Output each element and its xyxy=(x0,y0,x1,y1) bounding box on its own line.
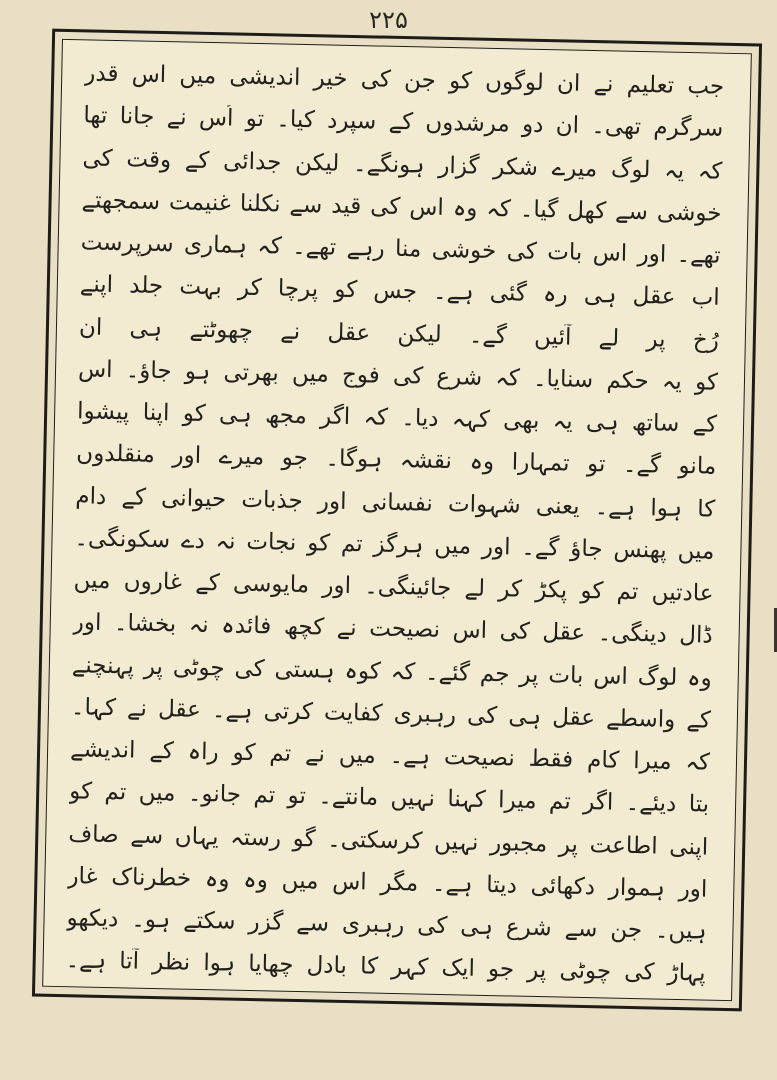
text-line: کہ یہ لوگ میرے شکر گزار ہونگے۔ لیکن جدائی کے وقت کی xyxy=(82,144,723,185)
body-text xyxy=(65,60,724,987)
text-line: ہیں۔ جن سے شرع ہی کی رہبری سے گزر سکتے ہو۔ دیکھو xyxy=(66,905,707,945)
text-line: تھے۔ اور اس بات کی خوشی منا رہے تھے۔ کہ ہماری سرپرست xyxy=(80,229,721,269)
text-line: اور ہموار دکھائی دیتا ہے۔ مگر اس میں وہ وہ خطرناک غار xyxy=(67,862,708,903)
page-border xyxy=(32,29,762,1012)
text-line: کہ میرا کام فقط نصیحت ہے۔ میں نے تم کو راہ کے اندیشے xyxy=(69,736,711,776)
text-line: عادتیں تم کو پکڑ کر لے جائینگی۔ اور مایوسی کے غاروں میں xyxy=(73,567,714,607)
text-line: کو یہ حکم سنایا۔ کہ شرع کی فوج میں بھرتی ہو جاؤ۔ اس xyxy=(77,356,719,396)
text-line: ڈال دینگی۔ عقل کی اس نصیحت نے کچھ فائدہ نہ بخشا۔ اور xyxy=(72,609,713,649)
text-line: بتا دیئے۔ اگر تم میرا کہنا نہیں مانتے۔ تو تم جانو۔ میں تم کو xyxy=(68,778,710,818)
text-line: سرگرم تھی۔ ان دو مرشدوں کے سپرد کیا۔ تو اُس نے جانا تھا xyxy=(83,102,724,142)
text-line: اپنی اطاعت پر مجبور نہیں کرسکتی۔ گو رستہ یہاں سے صاف xyxy=(68,820,709,861)
text-line: مانو گے۔ تو تمہارا وہ نقشہ ہوگا۔ جو میرے اور منقلدوں xyxy=(76,440,717,480)
text-line: خوشی سے کھل گیا۔ کہ وہ اس کی قید سے نکلنا غنیمت سمجھتے xyxy=(81,187,722,227)
text-line: رُخ پر لے آئیں گے۔ لیکن عقل نے چھوٹتے ہی ان xyxy=(78,313,720,354)
page-number: ۲۲۵ xyxy=(369,6,408,34)
text-line: اب عقل ہی رہ گئی ہے۔ جس کو پرچا کر بہت جلد اپنے xyxy=(79,271,720,311)
text-line: کے ساتھ ہی یہ بھی کہہ دیا۔ کہ اگر مجھ ہی کو اپنا پیشوا xyxy=(76,398,718,438)
text-line: کا ہوا ہے۔ یعنی شہوات نفسانی اور جذبات حیوانی کے دام xyxy=(75,482,716,523)
text-line: کے واسطے عقل ہی کی رہبری کفایت کرتی ہے۔ عقل نے کہا۔ xyxy=(70,693,712,734)
text-line: پہاڑ کی چوٹی پر جو ایک کہر کا بادل چھایا ہوا نظر آتا ہے۔ xyxy=(65,947,706,987)
text-line: جب تعلیم نے ان لوگوں کو جن کی خیر اندیشی میں اس قدر xyxy=(84,60,725,100)
text-line: میں پھنس جاؤ گے۔ اور میں ہرگز تم کو نجات نہ دے سکونگی۔ xyxy=(74,525,715,565)
text-line: وہ لوگ اس بات پر جم گئے۔ کہ کوہ ہستی کی چوٹی پر پہنچنے xyxy=(71,651,713,692)
text-frame xyxy=(42,39,752,1001)
